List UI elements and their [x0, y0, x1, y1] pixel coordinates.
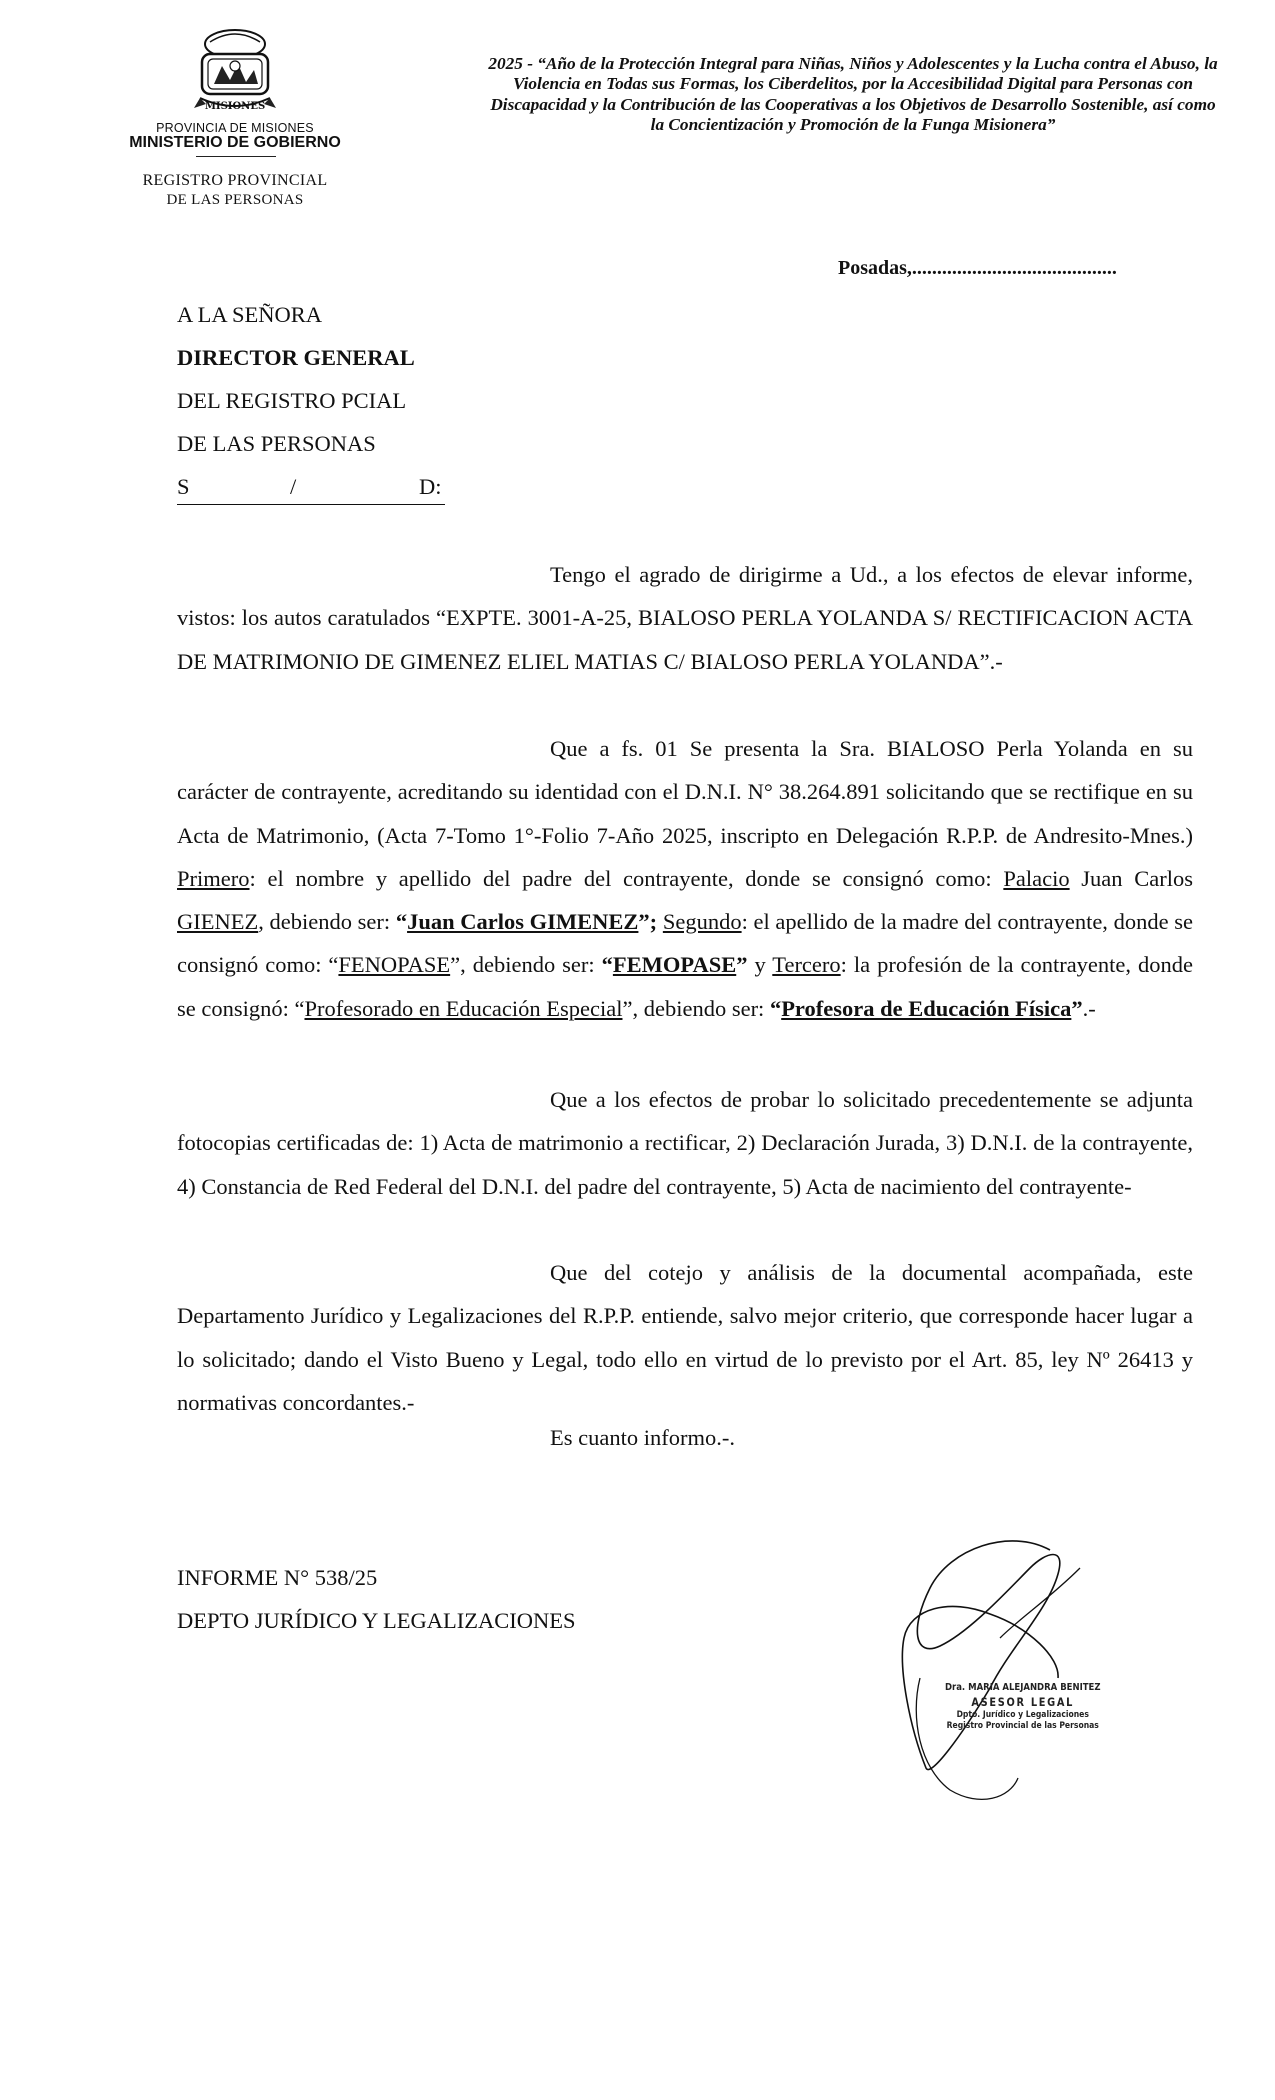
place-date: Posadas,.........................................	[838, 257, 1117, 279]
stamp-name: Dra. MARIA ALEJANDRA BENITEZ	[944, 1682, 1101, 1693]
paragraph-attachments: Que a los efectos de probar lo solicitado precedentemente se adjunta fotocopias certificadas de: 1) Acta de matrimonio a rectificar, 2) Declaración Jurada, 3) D.N.I. de la contrayente, 4) Constancia de Red Federal del D.N.I. del padre del contrayente, 5) Acta de nacimiento del contrayente-	[177, 1087, 1193, 1199]
segundo-label: Segundo	[662, 909, 742, 935]
paragraph-request: Que a fs. 01 Se presenta la Sra. BIALOSO Perla Yolanda en su carácter de contrayente, acreditando su identidad con el D.N.I. N° 38.264.891 solicitando que se rectifique en su Acta de Matrimonio, (Acta 7-Tomo 1°-Folio 7-Año 2025, inscripto en Delegación R.P.P. de Andresito-Mnes.) Primero: el nombre y apellido del padre del contrayente, donde se consignó como: Palacio Juan Carlos GIENEZ, debiendo ser: “Juan Carlos GIMENEZ”; Segundo: el apellido de la madre del contrayente, donde se consignó como: “FENOPASE”, debiendo ser: “FEMOPASE” y Tercero: la profesión de la contrayente, donde se consignó: “Profesorado en Educación Especial”, debiendo ser: “Profesora de Educación Física”.-	[177, 736, 1193, 1021]
province-name: PROVINCIA DE MISIONES	[156, 121, 314, 135]
paragraph-conclusion: Que del cotejo y análisis de la documental acompañada, este Departamento Jurídico y Legalizaciones del R.P.P. entiende, salvo mejor criterio, que corresponde hacer lugar a lo solicitado; dando el Visto Bueno y Legal, todo ello en virtud de lo previsto por el Art. 85, ley Nº 26413 y normativas concordantes.-	[177, 1260, 1193, 1415]
closing-line: Es cuanto informo.-.	[550, 1425, 735, 1450]
department-name: DEPTO JURÍDICO Y LEGALIZACIONES	[177, 1608, 576, 1633]
tercero-label: Tercero	[772, 952, 841, 978]
registry-name-line2: DE LAS PERSONAS	[166, 192, 304, 208]
year-motto: 2025 - “Año de la Protección Integral para Niñas, Niños y Adolescentes y la Lucha contra el Abuso, la Violencia en Todas sus Formas, los Ciberdelitos, por la Accesibilidad Digital para Personas con Discapacidad y la Contribución de las Cooperativas a los Objetivos de Desarrollo Sostenible, así como la Concientización y Promoción de la Funga Misionera”	[488, 54, 1218, 135]
addressee-line1: A LA SEÑORA	[177, 302, 323, 327]
sd-slash: /	[290, 474, 297, 499]
sd-s: S	[177, 474, 190, 499]
stamp-department: Dpto. Jurídico y Legalizaciones	[956, 1710, 1089, 1720]
addressee-line3: DEL REGISTRO PCIAL	[177, 388, 407, 413]
correct-mother-surname: FEMOPASE	[612, 952, 737, 978]
provincia-de-misiones-seal-icon	[180, 24, 290, 116]
report-number: INFORME N° 538/25	[177, 1565, 378, 1590]
registry-name-line1: REGISTRO PROVINCIAL	[142, 172, 328, 189]
addressee-line4: DE LAS PERSONAS	[177, 431, 376, 456]
ministry-name: MINISTERIO DE GOBIERNO	[129, 134, 341, 151]
stamp-registry: Registro Provincial de las Personas	[946, 1721, 1099, 1731]
seal-text: MISIONES	[204, 101, 266, 112]
paragraph-intro: Tengo el agrado de dirigirme a Ud., a los efectos de elevar informe, vistos: los autos caratulados “EXPTE. 3001-A-25, BIALOSO PERLA YOLANDA S/ RECTIFICACION ACTA DE MATRIMONIO DE GIMENEZ ELIEL MATIAS C/ BIALOSO PERLA YOLANDA”.-	[177, 562, 1193, 674]
header-divider	[196, 156, 276, 157]
correct-profession: Profesora de Educación Física	[781, 995, 1072, 1021]
stamp-title: ASESOR LEGAL	[971, 1695, 1075, 1709]
addressee-sd	[177, 474, 445, 505]
correct-father-name: Juan Carlos GIMENEZ	[407, 909, 639, 935]
primero-label: Primero	[177, 865, 250, 891]
addressee-line2: DIRECTOR GENERAL	[177, 345, 415, 370]
handwritten-signature	[890, 1528, 1110, 1804]
sd-d: D:	[419, 474, 442, 499]
